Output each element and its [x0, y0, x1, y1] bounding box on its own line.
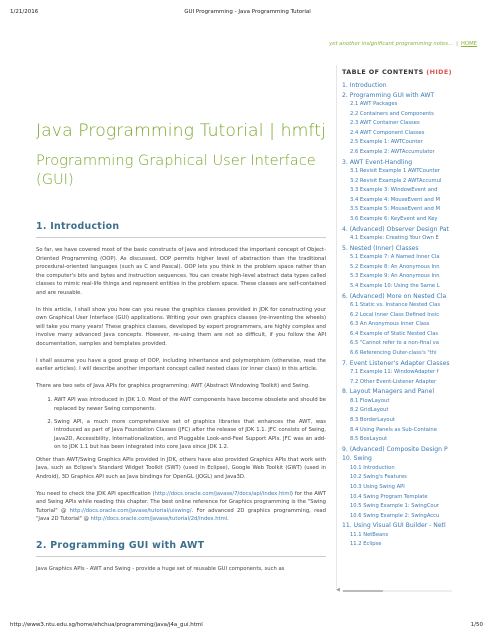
toc-link[interactable]: 8. Layout Managers and Panel: [342, 388, 435, 396]
toc-title-text: TABLE OF CONTENTS: [342, 68, 424, 76]
toc-link[interactable]: 11.1 NetBeans: [350, 531, 389, 538]
toc-link[interactable]: 5.2 Example 8: An Anonymous Inn: [350, 263, 440, 270]
toc-link[interactable]: 3.1 Revisit Example 1 AWTCounter: [350, 168, 440, 175]
home-link[interactable]: HOME: [460, 41, 477, 47]
page-title: Java Programming Tutorial | hmftj: [36, 121, 326, 141]
java2d-tutorial-link[interactable]: http://docs.oracle.com/javase/tutorial/2d/index.html: [90, 516, 228, 523]
toc-link[interactable]: 6.6 Referencing Outer-class's "thi: [350, 350, 437, 357]
toc-link[interactable]: 3.3 Example 3: WindowEvent and: [350, 187, 438, 194]
site-tagline-bar: [329, 41, 477, 47]
toc-link[interactable]: 2. Programming GUI with AWT: [342, 91, 435, 99]
toc-link[interactable]: 11.2 Eclipse: [350, 541, 382, 548]
paragraph: Java Graphics APIs - AWT and Swing - provide a huge set of reusable GUI components, such as: [36, 566, 285, 573]
text-span: .: [227, 516, 229, 523]
scroll-left-arrow-icon[interactable]: ◀: [336, 587, 340, 593]
site-tagline: yet another insignificant programming notes...: [329, 41, 454, 47]
toc-link[interactable]: 8.1 FlowLayout: [350, 397, 390, 404]
toc-link[interactable]: 6. (Advanced) More on Nested Cla: [342, 292, 447, 300]
toc-link[interactable]: 8.3 BorderLayout: [350, 417, 395, 424]
print-url: http://www3.ntu.edu.sg/home/ehchua/programming/java/j4a_gui.html: [10, 622, 203, 628]
toc-link[interactable]: 10.1 Introduction: [350, 464, 395, 471]
api-list: [36, 396, 326, 452]
toc-link[interactable]: 1. Introduction: [342, 82, 387, 89]
print-page-number: 1/50: [470, 622, 483, 628]
toc-link[interactable]: 6.3 An Anonymous Inner Class: [350, 321, 430, 328]
toc-link[interactable]: 3.4 Example 4: MouseEvent and M: [350, 196, 440, 203]
paragraph: In this article, I shall show you how can you reuse the graphics classes provided in JDK for constructing your own Graphical User Interface (GUI) applications. Writing your own graphics classes (re-inventing the wheels) will take you many years! These graphics classes, developed by expert programmers, are highly complex and involve many advanced Java concepts. However, re-using them are not so difficult, if you follow the API documentation, samples and templates provided.: [36, 306, 326, 347]
page-subtitle: Programming Graphical User Interface (GUI): [36, 152, 316, 188]
toc-link[interactable]: 5.1 Example 7: A Named Inner Cla: [350, 254, 440, 261]
toc-link[interactable]: 6.5 "Cannot refer to a non-final va: [350, 340, 439, 347]
toc-link[interactable]: 4.1 Example: Creating Your Own E: [350, 235, 439, 242]
section-divider: [36, 556, 326, 557]
toc-link[interactable]: 2.4 AWT Component Classes: [350, 129, 425, 136]
scrollbar-thumb[interactable]: [343, 590, 383, 592]
article-content: [36, 58, 326, 574]
text-span: . For advanced 2D graphics programming, read "Java 2D Tutorial" @: [36, 507, 326, 523]
paragraph: I shall assume you have a good grasp of OOP, including inheritance and polymorphism (otherwise, read the earlier articles). I will describe another important concept called nested class (or inner class) in this article.: [36, 357, 326, 373]
toc-link[interactable]: 10.5 Swing Example 1: SwingCour: [350, 503, 440, 510]
toc-link[interactable]: 10. Swing: [342, 455, 372, 463]
toc-link[interactable]: 11. Using Visual GUI Builder - Netl: [342, 522, 446, 530]
toc-link[interactable]: 3.2 Revisit Example 2 AWTAccumul: [350, 177, 442, 184]
toc-hide-toggle[interactable]: (HIDE): [426, 68, 452, 76]
toc-link[interactable]: 5. Nested (Inner) Classes: [342, 244, 419, 252]
toc-link[interactable]: 2.6 Example 2: AWTAccumulator: [350, 148, 435, 155]
list-item: 1. AWT API was introduced in JDK 1.0. Most of the AWT components have become obsolete and should be replaced by newer Swing components.: [54, 396, 326, 413]
paragraph: There are two sets of Java APIs for graphics programming: AWT (Abstract Windowing Toolkit) and Swing.: [36, 382, 310, 389]
list-item: 2. Swing API, a much more comprehensive set of graphics libraries that enhances the AWT, was introduced as part of Java Foundation Classes (JFC) after the release of JDK 1.1. JFC consists of Swing, Java2D, Accessibility, Internationalization, and Pluggable Look-and-Feel Support APIs. JFC was an add-on to JDK 1.1 but has been integrated into core Java since JDK 1.2.: [54, 418, 326, 452]
toc-link[interactable]: 7.2 Other Event-Listener Adapter: [350, 378, 437, 385]
section-heading-awt: 2. Programming GUI with AWT: [36, 540, 205, 552]
toc-link[interactable]: 5.4 Example 10: Using the Same L: [350, 283, 440, 289]
toc-link[interactable]: 6.4 Example of Static Nested Clas: [350, 330, 439, 337]
toc-link[interactable]: 2.5 Example 1: AWTCounter: [350, 139, 423, 146]
paragraph: Other than AWT/Swing Graphics APIs provided in JDK, others have also provided Graphics APIs that work with Java, such as Eclipse's Standard Widget Toolkit (SWT) (used in Eclipse), Google Web Toolkit (GWT) (used in Android), 3D Graphics API such as Java bindings for OpenGL (JOGL) and Java3D.: [36, 456, 326, 481]
paragraph: So far, we have covered most of the basic constructs of Java and introduced the important concept of Object-Oriented Programming (OOP). As discussed, OOP permits higher level of abstraction than the traditional procedural-oriented languages (such as C and Pascal). OOP lets you think in the problem space rather than the computer's bits and bytes and instruction sequences. You can create high-level abstract data types called classes to mimic real-life things and represent entities in the problem space. These classes are self-contained and are reusable.: [36, 247, 326, 296]
toc-link[interactable]: 8.2 GridLayout: [350, 407, 389, 414]
section-divider: [36, 237, 326, 238]
text-span: You need to check the JDK API specification (: [36, 490, 155, 497]
toc-link[interactable]: 10.3 Using Swing API: [350, 484, 405, 490]
toc-link[interactable]: 2.3 AWT Container Classes: [350, 120, 420, 127]
swing-tutorial-link[interactable]: http://docs.oracle.com/javase/tutorial/uiswing/: [69, 507, 192, 514]
toc-link[interactable]: 10.2 Swing's Features: [350, 474, 407, 481]
tagline-separator: |: [456, 41, 458, 47]
print-header: [0, 0, 495, 18]
toc-link[interactable]: 10.4 Swing Program Template: [350, 493, 428, 500]
toc-link[interactable]: 7. Event Listener's Adapter Classes: [342, 359, 450, 367]
toc-link[interactable]: 5.3 Example 9: An Anonymous Inn: [350, 273, 440, 280]
toc-link[interactable]: 8.5 BoxLayout: [350, 436, 388, 443]
toc-link[interactable]: 9. (Advanced) Composite Design P: [342, 445, 448, 453]
print-date: 1/21/2016: [10, 9, 39, 15]
toc-title: [342, 68, 458, 76]
toc-link[interactable]: 3.5 Example 5: MouseEvent and M: [350, 206, 440, 213]
toc-link[interactable]: 6.1 Static vs. Instance Nested Clas: [350, 302, 441, 309]
paragraph-api-references: [36, 490, 326, 524]
section-heading-introduction: 1. Introduction: [36, 221, 120, 232]
toc-link[interactable]: 10.6 Swing Example 2: SwingAccu: [350, 512, 440, 519]
api-spec-link[interactable]: http://docs.oracle.com/javase/7/docs/api/index.html: [154, 490, 291, 497]
toc-horizontal-scrollbar[interactable]: [336, 588, 452, 593]
text-span: ) for the AWT and Swing APIs while reading this chapter. The best online reference for Graphics programming is the "Swing Tutorial" @: [36, 490, 327, 514]
table-of-contents: [336, 65, 458, 588]
toc-link[interactable]: 7.1 Example 11: WindowAdapter f: [350, 369, 439, 376]
toc-link[interactable]: 6.2 Local Inner Class Defined Insic: [350, 311, 440, 318]
toc-list: [342, 81, 458, 550]
toc-link[interactable]: 3.6 Example 6: KeyEvent and Key: [350, 216, 438, 223]
toc-link[interactable]: 4. (Advanced) Observer Design Pat: [342, 225, 449, 233]
toc-link[interactable]: 8.4 Using Panels as Sub-Containe: [350, 426, 437, 433]
print-title: GUI Programming - Java Programming Tutorial: [184, 9, 311, 15]
toc-link[interactable]: 2.1 AWT Packages: [350, 101, 398, 107]
toc-link[interactable]: 3. AWT Event-Handling: [342, 158, 413, 166]
toc-link[interactable]: 2.2 Containers and Components: [350, 110, 434, 117]
